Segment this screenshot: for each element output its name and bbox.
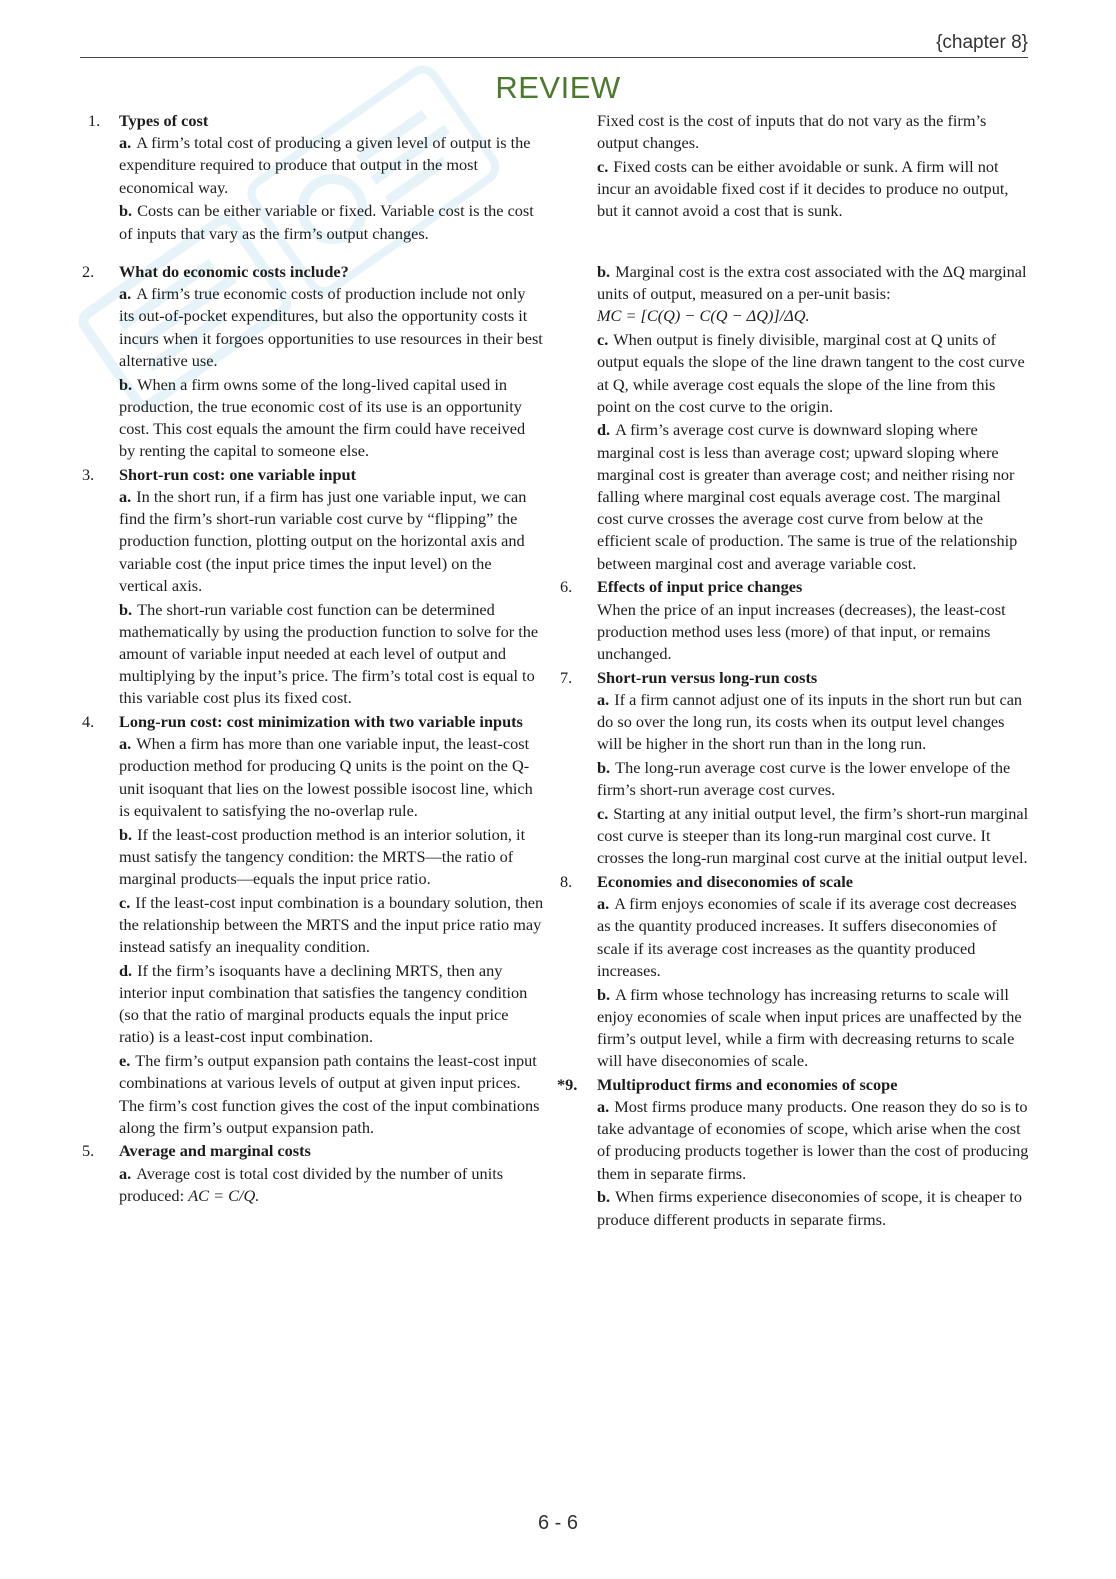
item-number: 3. [82,464,95,484]
item-paragraph: a. A firm enjoys economies of scale if its average cost decreases as the quantity produced increases. It suffers diseconomies of scale if its average cost increases as the quantity produced increases. [597,894,1017,980]
review-item-9 [557,1074,1030,1231]
chapter-label: {chapter 8} [936,32,1028,53]
item-title: Effects of input price changes [597,577,803,597]
item-paragraph: c. Starting at any initial output level, the firm’s short-run marginal cost curve is steeper than its long-run marginal cost curve. It crosses the long-run marginal cost curve at the initial output level. [597,803,1029,868]
item-paragraph: a. If a firm cannot adjust one of its inputs in the short run but can do so over the long run, its costs when its output level changes will be higher in the short run than in the long run. [597,689,1023,754]
right-column [557,261,1030,1232]
item-title: What do economic costs include? [119,262,349,281]
item-paragraph: When the price of an input increases (decreases), the least-cost production method uses less (more) of that input, or remains unchanged. [597,599,1006,663]
review-item-3 [82,464,544,710]
formula: AC = C/Q. [188,1185,260,1205]
item-number: 2. [82,262,95,281]
review-item-4 [82,711,544,1139]
item-title: Types of cost [119,111,209,130]
item-title: Long-run cost: cost minimization with two variable inputs [119,712,523,732]
item-title: Economies and diseconomies of scale [597,871,853,891]
item-paragraph: d. A firm’s average cost curve is downward sloping where marginal cost is less than average cost; upward sloping where marginal cost is greater than average cost; and neither rising nor falling where marginal cost equals average cost. The marginal cost curve crosses the average cost curve from below at the efficient scale of production. The same is true of the relationship between marginal cost and average variable cost. [597,420,1018,573]
item-paragraph: b. The long-run average cost curve is the lower envelope of the firm’s short-run average cost curves. [597,757,1011,800]
item-number: 4. [82,712,95,732]
item-paragraph: b. If the least-cost production method is an interior solution, it must satisfy the tangency condition: the MRTS—the ratio of marginal products—equals the input price ratio. [119,824,526,888]
item-paragraph: d. If the firm’s isoquants have a declining MRTS, then any interior input combination that satisfies the tangency condition (so that the ratio of marginal products equals the input price ratio) is a least-cost input combination. [119,960,528,1047]
review-item-1 [82,110,544,245]
review-item-7 [560,667,1030,870]
item-number: 5. [82,1141,95,1161]
item-title: Multiproduct firms and economies of scope [597,1074,898,1094]
item-number: 1. [88,111,101,130]
item-title: Short-run cost: one variable input [119,464,356,484]
right-column [560,110,1030,224]
item-paragraph: b. When firms experience diseconomies of scope, it is cheaper to produce different products in separate firms. [597,1187,1023,1229]
left-column [82,110,544,246]
formula: MC = [C(Q) − C(Q − ΔQ)]/ΔQ. [597,306,810,326]
item-paragraph: a. When a firm has more than one variable input, the least-cost production method for producing Q units is the point on the Q-unit isoquant that lies on the lowest possible isocost line, which is equivalent to satisfying the no-overlap rule. [119,734,533,820]
item-paragraph: b. When a firm owns some of the long-lived capital used in production, the true economic cost of its use is an opportunity cost. This cost equals the amount the firm could have received by renting the capital to someone else. [119,374,526,461]
item-paragraph: a. Average cost is total cost divided by the number of units produced: AC = C/Q. [119,1163,504,1205]
item-title: Average and marginal costs [119,1141,311,1161]
item-paragraph: b. The short-run variable cost function can be determined mathematically by using the production function to solve for the amount of variable input needed at each level of output and multiplying by the input’s price. The firm’s total cost is equal to this variable cost plus its fixed cost. [119,599,539,708]
item-paragraph: c. Fixed costs can be either avoidable or sunk. A firm will not incur an avoidable fixed cost if it decides to produce no output, but it cannot avoid a cost that is sunk. [597,156,1009,221]
page-number: 6 - 6 [537,1512,579,1534]
item-paragraph: Fixed cost is the cost of inputs that do not vary as the firm’s output changes. [597,111,987,153]
item-number: 6. [560,577,573,597]
review-item-5-continued [560,261,1030,575]
item-paragraph: a. A firm’s total cost of producing a given level of output is the expenditure required to produce that output in the most economical way. [119,133,531,197]
left-column [82,261,544,1209]
item-number: 7. [560,667,573,687]
review-item-5 [82,1140,544,1207]
item-title: Short-run versus long-run costs [597,667,818,687]
item-number: *9. [557,1074,578,1094]
item-paragraph: b. A firm whose technology has increasing returns to scale will enjoy economies of scale when input prices are unaffected by the firm’s output level, while a firm with decreasing returns to scale will have diseconomies of scale. [597,984,1022,1071]
review-item-6 [560,576,1030,665]
page-title: REVIEW [495,70,621,105]
item-paragraph: b. Marginal cost is the extra cost associated with the ΔQ marginal units of output, measured on a per-unit basis: MC = [C(Q) − C(Q − ΔQ)]/ΔQ. [597,262,1027,326]
review-item-2 [82,261,544,462]
item-number: 8. [560,871,573,891]
review-item-1-continued [560,110,1030,223]
item-paragraph: e. The firm’s output expansion path contains the least-cost input combinations at various levels of output at given input prices. The firm’s cost function gives the cost of the input combinations along the firm’s output expansion path. [119,1051,540,1137]
item-paragraph: c. When output is finely divisible, marginal cost at Q units of output equals the slope of the line drawn tangent to the cost curve at Q, while average cost equals the slope of the line from this point on the cost curve to the origin. [597,330,1025,416]
header-divider [80,57,1028,58]
item-paragraph: a. Most firms produce many products. One reason they do so is to take advantage of economies of scope, which arise when the cost of producing products together is lower than the cost of producing them in separate firms. [597,1097,1029,1183]
review-item-8 [560,871,1030,1072]
item-paragraph: c. If the least-cost input combination is a boundary solution, then the relationship between the MRTS and the input price ratio may instead satisfy an inequality condition. [119,892,544,957]
item-paragraph: b. Costs can be either variable or fixed. Variable cost is the cost of inputs that vary as the firm’s output changes. [119,201,534,243]
item-paragraph: a. A firm’s true economic costs of production include not only its out-of-pocket expenditures, but also the opportunity costs it incurs when it forgoes opportunities to use resources in their best alternative use. [119,284,543,370]
item-paragraph: a. In the short run, if a firm has just one variable input, we can find the firm’s short-run variable cost curve by “flipping” the production function, plotting output on the horizontal axis and variable cost (the input price times the input level) on the vertical axis. [119,487,527,595]
